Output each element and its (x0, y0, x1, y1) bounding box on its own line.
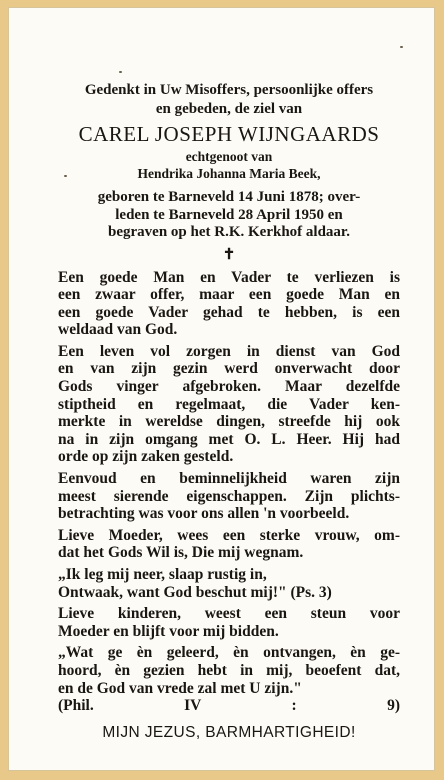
paragraph-children (58, 605, 400, 640)
text-line: hoord, èn gezien hebt in mij, beoefent dat, (58, 661, 400, 679)
bio-line: begraven op het R.K. Kerkhof aldaar. (108, 224, 350, 240)
text-line: Lieve Moeder, wees een sterke vrouw, om- (58, 526, 400, 544)
print-speck (400, 46, 403, 48)
intro (58, 81, 400, 119)
text-line: Gods vinger afgebroken. Maar dezelfde (58, 378, 400, 396)
text-line: betrachting was voor ons allen 'n voorbeeld. (58, 505, 350, 523)
text-line: en van zijn gezin werd onverwacht door (58, 360, 400, 378)
bio-line: leden te Barneveld 28 April 1950 en (115, 206, 343, 223)
intro-line: en gebeden, de ziel van (155, 101, 303, 117)
text-line: en de God van vrede zal met U zijn." (58, 679, 302, 697)
paragraph-loss (58, 269, 400, 339)
biography (58, 189, 400, 242)
print-speck (119, 71, 122, 73)
text-line: meest sierende eigenschappen. Zijn plichts- (58, 487, 400, 505)
text-line: Een leven vol zorgen in dienst van God (58, 342, 400, 360)
text-line: dat het Gods Wil is, Die mij wegnam. (58, 544, 304, 562)
paragraph-virtues (58, 470, 400, 523)
text-line: weldaad van God. (58, 321, 178, 339)
text-line: stiptheid en regelmaat, die Vader ken- (58, 395, 400, 413)
quote-reference: (Phil. IV : 9) (58, 697, 400, 715)
memorial-card (9, 8, 434, 770)
text-line: na in zijn omgang met O. L. Heer. Hij had (58, 430, 400, 448)
text-line: Lieve kinderen, weest een steun voor (58, 605, 400, 623)
text-line: „Wat ge èn geleerd, èn ontvangen, èn ge- (58, 644, 400, 662)
spouse-name: Hendrika Johanna Maria Beek, (137, 166, 321, 181)
text-line: Moeder en blijft voor mij bidden. (58, 622, 279, 640)
intro-line: Gedenkt in Uw Misoffers, persoonlijke offers (84, 82, 374, 98)
text-line: orde op zijn zaken gesteld. (58, 448, 234, 466)
text-line: een goede Vader gehad te hebben, is een (58, 303, 400, 321)
text-line: merkte in wereldse dingen, streefde hij ook (58, 413, 400, 431)
paragraph-life (58, 343, 400, 466)
text-line: Eenvoud en beminnelijkheid waren zijn (58, 470, 400, 488)
card-text (58, 81, 400, 745)
text-line: „Ik leg mij neer, slaap rustig in, (58, 566, 267, 583)
text-line: Een goede Man en Vader te verliezen is (58, 268, 400, 286)
quote-psalm (58, 566, 400, 601)
quote-philippians (58, 644, 400, 714)
text-line: een zwaar offer, maar een goede Man en (58, 286, 400, 304)
deceased-name: CAREL JOSEPH WIJNGAARDS (78, 122, 380, 146)
text-line: Ontwaak, want God beschut mij!" (Ps. 3) (58, 583, 332, 601)
bio-line: geboren te Barneveld 14 Juni 1878; over- (97, 189, 361, 205)
cross-icon: ✝ (222, 246, 236, 263)
paragraph-mother (58, 527, 400, 562)
spouse-intro: echtgenoot van (185, 149, 273, 164)
closing-prayer: MIJN JEZUS, BARMHARTIGHEID! (102, 723, 356, 741)
